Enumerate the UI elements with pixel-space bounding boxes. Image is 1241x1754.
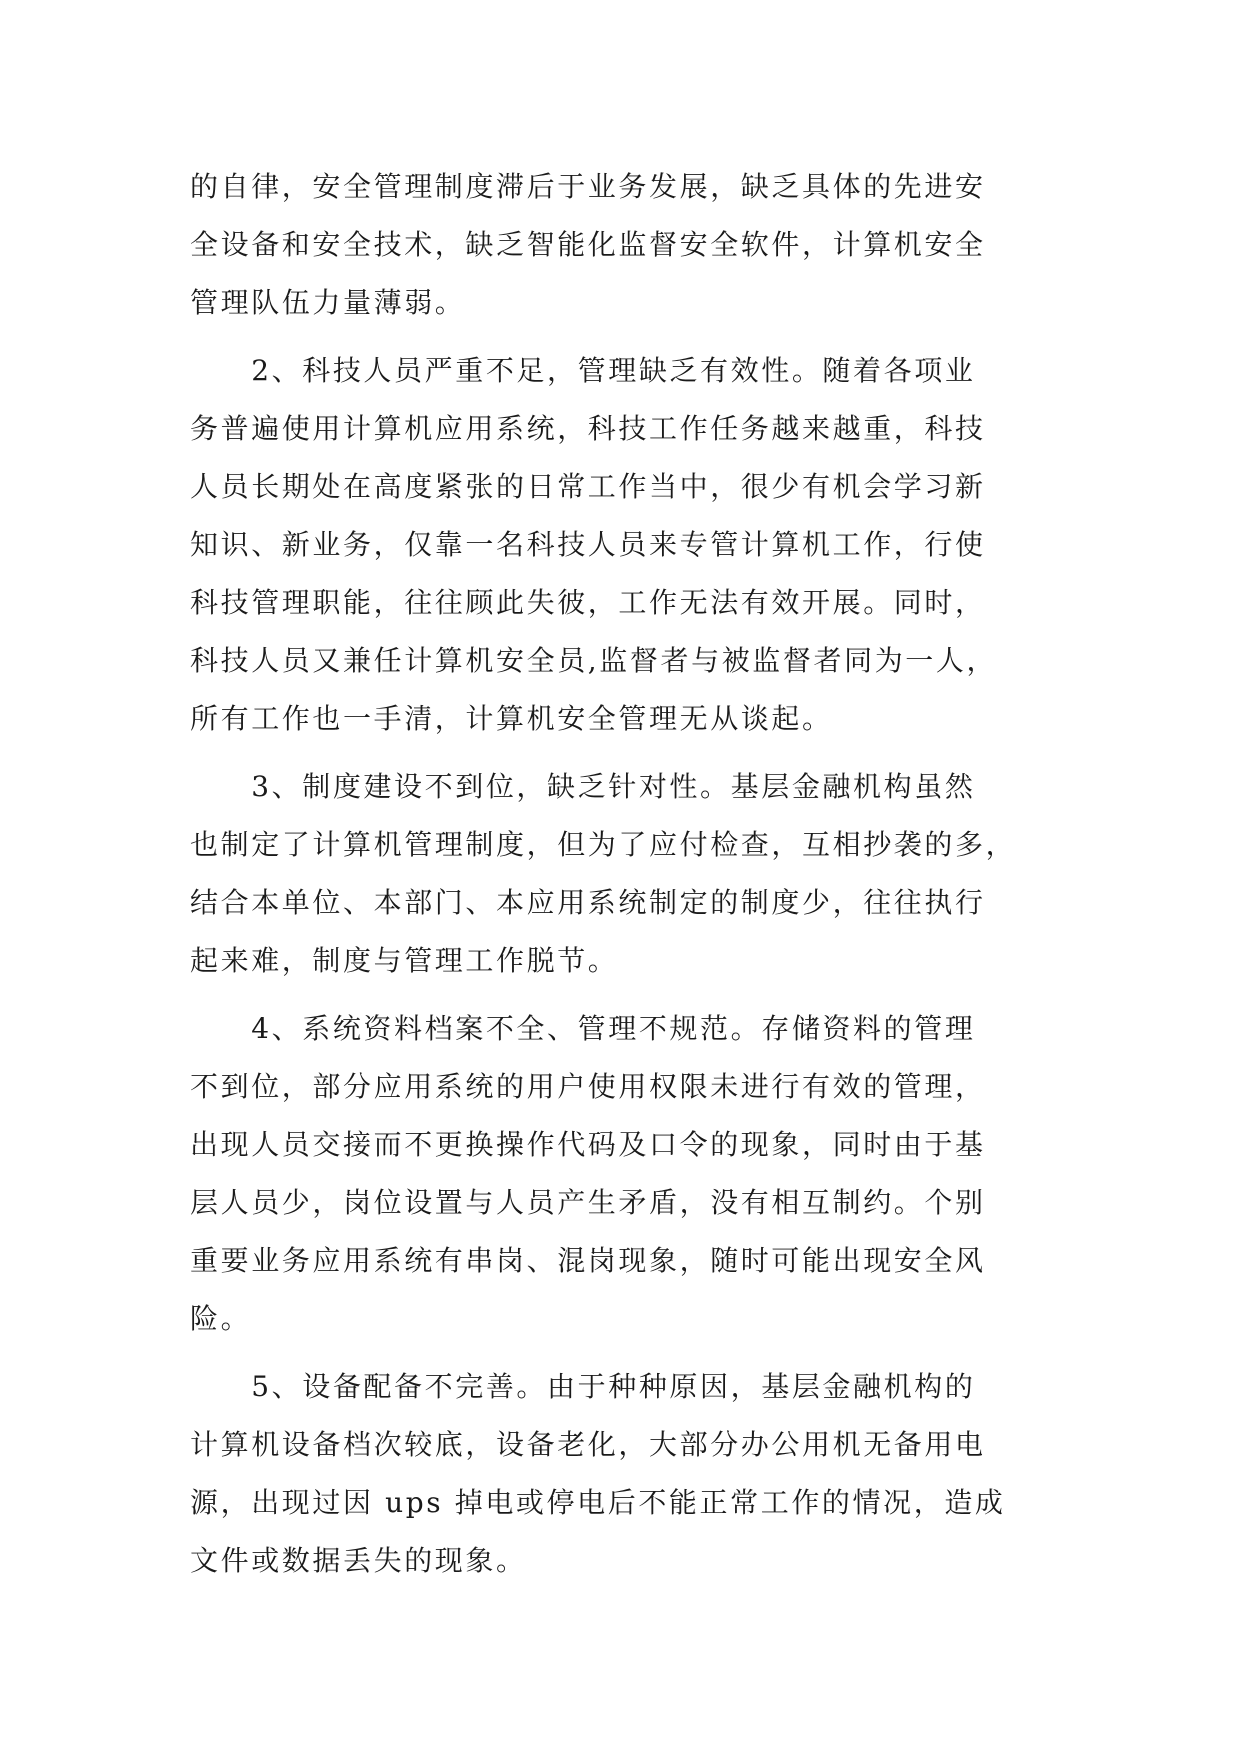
paragraph <box>190 1000 1070 1348</box>
text-line: 出现人员交接而不更换操作代码及口令的现象，同时由于基 <box>190 1128 986 1161</box>
paragraph <box>190 158 1070 332</box>
paragraph <box>190 1358 1070 1590</box>
text-line: 4、系统资料档案不全、管理不规范。存储资料的管理 <box>190 1012 976 1045</box>
text-line: 所有工作也一手清，计算机安全管理无从谈起。 <box>190 702 833 735</box>
paragraph <box>190 758 1070 990</box>
text-line: 源，出现过因 ups 掉电或停电后不能正常工作的情况，造成 <box>190 1486 1006 1519</box>
text-line: 险。 <box>190 1302 252 1335</box>
text-line: 管理队伍力量薄弱。 <box>190 286 466 319</box>
body-text <box>190 158 1070 1590</box>
text-line: 全设备和安全技术，缺乏智能化监督安全软件，计算机安全 <box>190 228 986 261</box>
text-line: 层人员少，岗位设置与人员产生矛盾，没有相互制约。个别 <box>190 1186 986 1219</box>
text-line: 5、设备配备不完善。由于种种原因，基层金融机构的 <box>190 1370 976 1403</box>
text-line: 也制定了计算机管理制度，但为了应付检查，互相抄袭的多， <box>190 828 1017 861</box>
text-line: 起来难，制度与管理工作脱节。 <box>190 944 619 977</box>
text-line: 科技人员又兼任计算机安全员,监督者与被监督者同为一人， <box>190 644 998 677</box>
text-line: 计算机设备档次较底，设备老化，大部分办公用机无备用电 <box>190 1428 986 1461</box>
text-line: 不到位，部分应用系统的用户使用权限未进行有效的管理， <box>190 1070 986 1103</box>
text-line: 人员长期处在高度紧张的日常工作当中，很少有机会学习新 <box>190 470 986 503</box>
text-line: 文件或数据丢失的现象。 <box>190 1544 527 1577</box>
text-line: 2、科技人员严重不足，管理缺乏有效性。随着各项业 <box>190 354 976 387</box>
text-line: 3、制度建设不到位，缺乏针对性。基层金融机构虽然 <box>190 770 976 803</box>
text-line: 的自律，安全管理制度滞后于业务发展，缺乏具体的先进安 <box>190 170 986 203</box>
text-line: 务普遍使用计算机应用系统，科技工作任务越来越重，科技 <box>190 412 986 445</box>
text-line: 知识、新业务，仅靠一名科技人员来专管计算机工作，行使 <box>190 528 986 561</box>
text-line: 结合本单位、本部门、本应用系统制定的制度少，往往执行 <box>190 886 986 919</box>
text-line: 重要业务应用系统有串岗、混岗现象，随时可能出现安全风 <box>190 1244 986 1277</box>
text-line: 科技管理职能，往往顾此失彼，工作无法有效开展。同时， <box>190 586 986 619</box>
paragraph <box>190 342 1070 748</box>
